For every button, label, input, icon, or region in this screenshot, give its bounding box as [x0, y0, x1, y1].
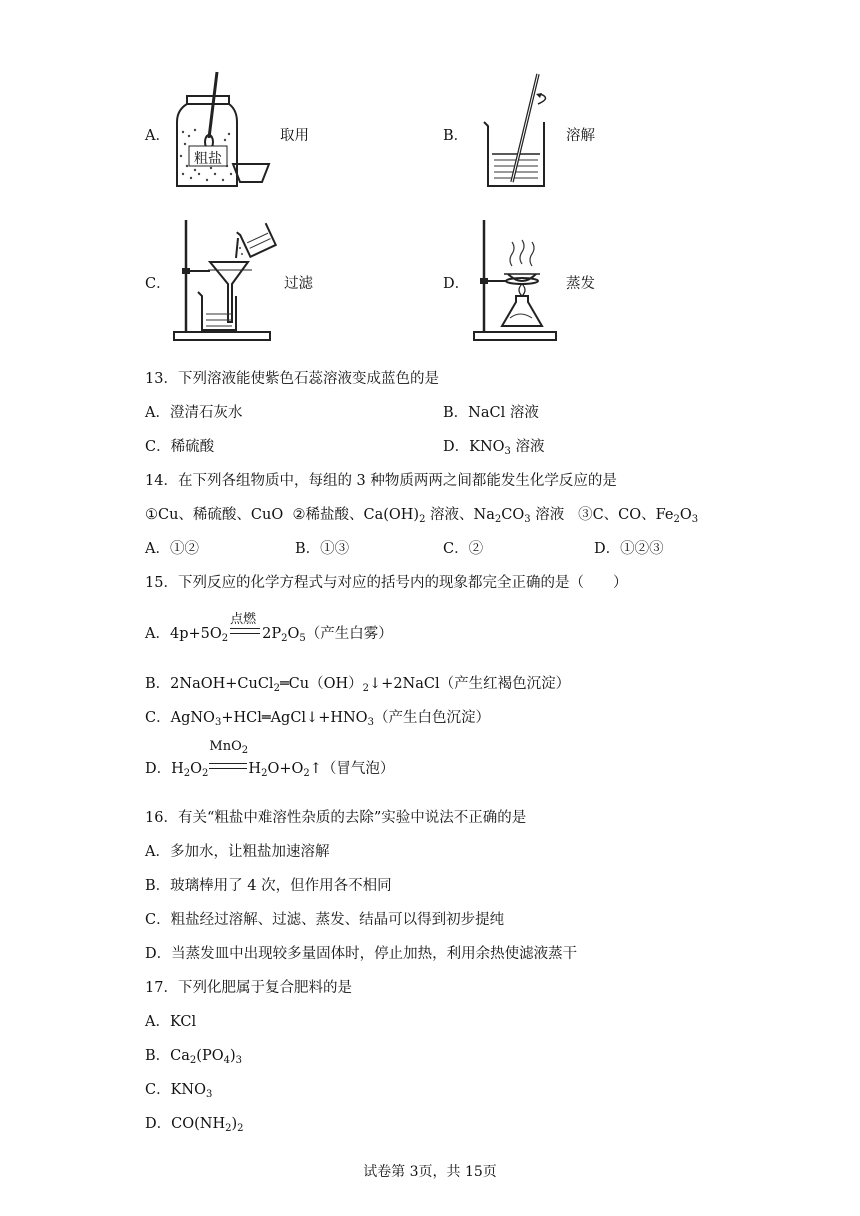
- q12-option-d-label: 蒸发: [566, 276, 595, 292]
- q15-stem: 15．下列反应的化学方程式与对应的括号内的现象都完全正确的是（ ）: [145, 575, 628, 591]
- q12-option-a-label: 取用: [280, 128, 309, 144]
- jar-label: 粗盐: [194, 151, 222, 167]
- q16-option-b: B．玻璃棒用了 4 次，但作用各不相同: [145, 878, 392, 894]
- q12-option-d-letter: D．: [443, 276, 470, 292]
- q13-stem: 13．下列溶液能使紫色石蕊溶液变成蓝色的是: [145, 371, 439, 387]
- q12-option-b-letter: B．: [443, 128, 469, 144]
- q17-option-b: B．$Ca_2(PO_4)_3$: [145, 1048, 243, 1066]
- q13-option-b: B．NaCl 溶液: [443, 405, 539, 421]
- filtration-apparatus-icon: [170, 214, 285, 344]
- q17-option-d: D．$CO(NH_2)_2$: [145, 1116, 244, 1134]
- q15-option-b: B．$2NaOH+CuCl_2═Cu(OH)_2↓+2NaCl$（产生红褐色沉淀）: [145, 676, 571, 694]
- q16-option-c: C．粗盐经过溶解、过滤、蒸发、结晶可以得到初步提纯: [145, 912, 505, 928]
- q13-option-d: D．$KNO_3$ 溶液: [443, 439, 545, 457]
- q16-option-d: D．当蒸发皿中出现较多量固体时，停止加热，利用余热使滤液蒸干: [145, 946, 578, 962]
- q13-option-c: C．稀硫酸: [145, 439, 215, 455]
- q12-option-a-letter: A．: [145, 128, 170, 144]
- q12-option-c-letter: C．: [145, 276, 171, 292]
- q17-stem: 17．下列化肥属于复合肥料的是: [145, 980, 352, 996]
- q14-option-b: B．①③: [295, 541, 350, 557]
- q14-option-c: C．②: [443, 541, 484, 557]
- q16-stem: 16．有关“粗盐中难溶性杂质的去除”实验中说法不正确的是: [145, 810, 527, 826]
- q13-option-a: A．澄清石灰水: [145, 405, 243, 421]
- q17-option-c: C．$KNO_3$: [145, 1082, 213, 1100]
- q15-option-d: D．$H_2O_2$ MnO$_2$ $H_2O+O_2↑$（冒气泡）: [145, 739, 395, 779]
- q17-option-a: A．KCl: [145, 1014, 197, 1030]
- q14-stem: 14．在下列各组物质中，每组的 3 种物质两两之间都能发生化学反应的是: [145, 473, 617, 489]
- reaction-condition-catalyst: MnO$_2$: [209, 739, 249, 756]
- evaporation-apparatus-icon: [470, 214, 560, 344]
- q14-groups: ①Cu、稀硫酸、CuO ②稀盐酸、$Ca(OH)_2$ 溶液、$Na_2CO_3$ 溶液 ③C、CO、$Fe_2O_3$: [145, 507, 699, 525]
- reaction-condition-ignite: 点燃: [230, 612, 257, 627]
- q16-option-a: A．多加水，让粗盐加速溶解: [145, 844, 330, 860]
- q12-option-c-label: 过滤: [284, 276, 313, 292]
- jar-and-dish-icon: [165, 70, 275, 195]
- q14-option-a: A．①②: [145, 541, 199, 557]
- q12-option-b-label: 溶解: [566, 128, 595, 144]
- q15-option-c: C．$AgNO_3+HCl═AgCl↓+HNO_3$（产生白色沉淀）: [145, 710, 490, 728]
- beaker-dissolve-icon: [480, 68, 555, 193]
- q15-option-a: A．$4p+5O_2$ 点燃 $2P_2O_5$（产生白雾）: [145, 622, 393, 643]
- q14-option-d: D．①②③: [594, 541, 664, 557]
- page-footer: 试卷第 3页，共 15页: [363, 1164, 497, 1180]
